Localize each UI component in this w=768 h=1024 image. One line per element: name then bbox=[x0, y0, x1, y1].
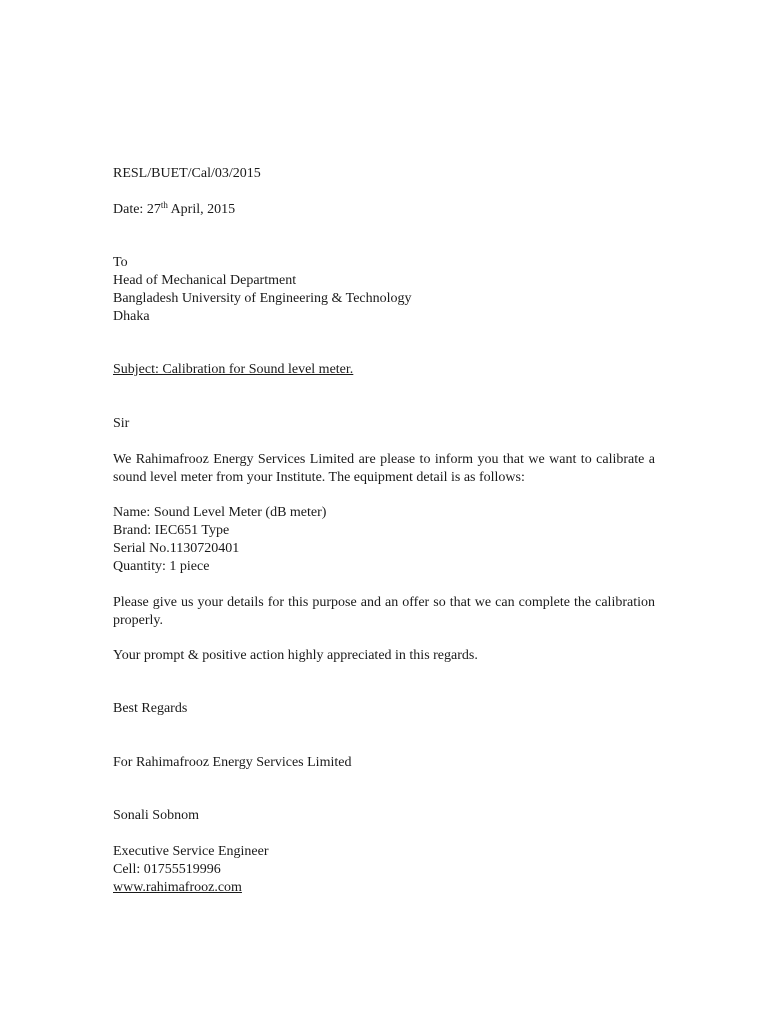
recipient-line-3: Dhaka bbox=[113, 309, 150, 324]
request-paragraph: Please give us your details for this purpose and an offer so that we can complete the calibration properly. bbox=[113, 595, 655, 628]
equipment-serial: Serial No.1130720401 bbox=[113, 541, 240, 556]
intro-paragraph: We Rahimafrooz Energy Services Limited are please to inform you that we want to calibrate a sound level meter from your Institute. The equipment detail is as follows: bbox=[113, 452, 655, 485]
date-rest: April, 2015 bbox=[167, 202, 236, 217]
signatory-title: Executive Service Engineer bbox=[113, 844, 269, 859]
salutation: Sir bbox=[113, 416, 130, 431]
subject-line: Subject: Calibration for Sound level meter. bbox=[113, 362, 354, 377]
website-link[interactable]: www.rahimafrooz.com bbox=[113, 880, 242, 895]
equipment-brand: Brand: IEC651 Type bbox=[113, 523, 230, 538]
reference-number: RESL/BUET/Cal/03/2015 bbox=[113, 166, 261, 181]
signatory-name: Sonali Sobnom bbox=[113, 808, 199, 823]
equipment-quantity: Quantity: 1 piece bbox=[113, 559, 210, 574]
website-link-container bbox=[113, 879, 242, 897]
signatory-cell: Cell: 01755519996 bbox=[113, 862, 221, 877]
equipment-name: Name: Sound Level Meter (dB meter) bbox=[113, 505, 327, 520]
company-line: For Rahimafrooz Energy Services Limited bbox=[113, 755, 352, 770]
closing-note: Your prompt & positive action highly appreciated in this regards. bbox=[113, 648, 478, 663]
recipient-line-2: Bangladesh University of Engineering & Technology bbox=[113, 291, 412, 306]
recipient-to: To bbox=[113, 255, 128, 270]
letter-date bbox=[113, 201, 235, 219]
date-label: Date: 27 bbox=[113, 202, 161, 217]
recipient-line-1: Head of Mechanical Department bbox=[113, 273, 297, 288]
date-suffix: th bbox=[160, 200, 168, 210]
best-regards: Best Regards bbox=[113, 701, 188, 716]
